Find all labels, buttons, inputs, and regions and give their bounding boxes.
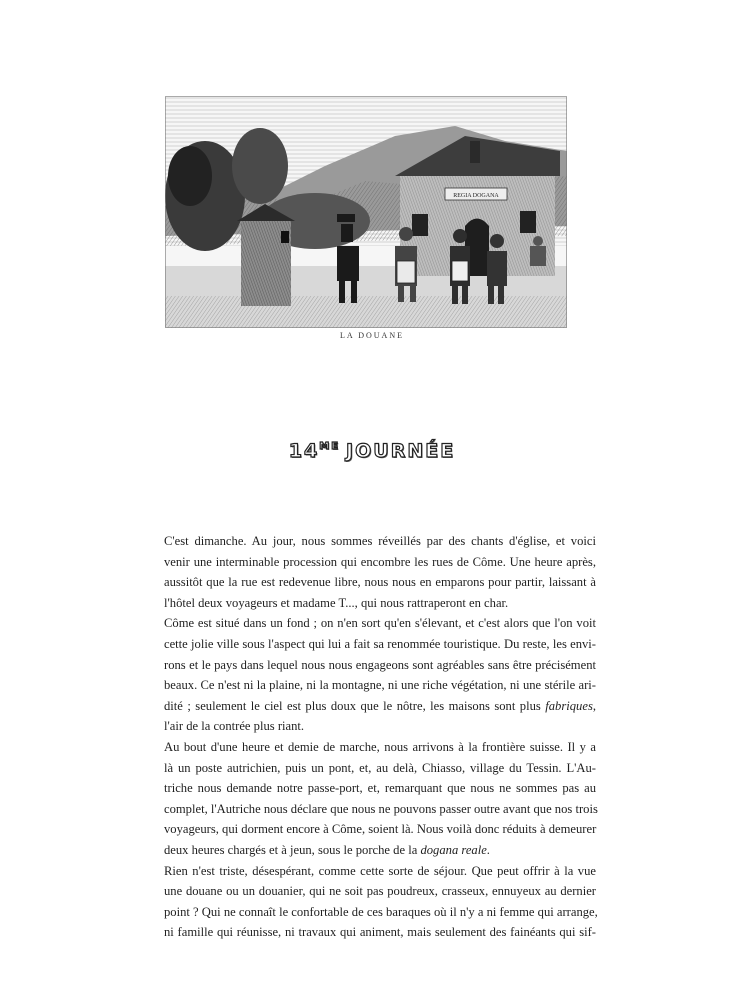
paragraph-1 <box>158 531 596 613</box>
text-line: point ? Qui ne connaît le confortable de ces baraques où il n'y a ni femme qui arrange, <box>164 904 598 919</box>
text-line: beaux. Ce n'est ni la plaine, ni la montagne, ni une riche végétation, ni une stérile ari- <box>164 678 596 693</box>
chapter-title <box>0 440 744 462</box>
text-line: l'hôtel deux voyageurs et madame T..., qui nous rattraperont en char. <box>164 595 509 610</box>
text-line: rons et le pays dans lequel nous nous engageons sont agréables sans être précisément <box>164 657 596 672</box>
italic-phrase: dogana reale <box>420 842 487 857</box>
body-text <box>158 531 596 943</box>
text-line: l'air de la contrée plus riant. <box>164 719 305 734</box>
text-line: triche nous demande notre passe-port, et, remarquant que nous ne sommes pas au <box>164 781 596 796</box>
punctuation: , <box>592 698 596 713</box>
chapter-title-word: JOURNÉE <box>346 440 456 462</box>
engraving-illustration <box>165 96 567 328</box>
text-line-start: deux heures chargés et à jeun, sous le porche de la <box>164 842 421 857</box>
paragraph-3 <box>158 737 596 861</box>
text-line: cette jolie ville sous l'aspect qui lui a fait sa renommée touristique. Du reste, les envi- <box>164 636 596 651</box>
paragraph-2 <box>158 613 596 737</box>
chapter-number-suffix: ME <box>319 441 341 452</box>
customs-house-engraving <box>165 96 567 328</box>
text-line <box>158 840 596 861</box>
text-line: Au bout d'une heure et demie de marche, nous arrivons à la frontière suisse. Il y a <box>164 739 596 754</box>
text-line: venir une interminable procession qui encombre les rues de Côme. Une heure après, <box>164 554 596 569</box>
text-line: là un poste autrichien, puis un pont, et, au delà, Chiasso, village du Tessin. L'Au- <box>164 760 596 775</box>
text-line-start: dité ; seulement le ciel est plus doux que le nôtre, les maisons sont plus <box>164 698 546 713</box>
text-line: Côme est situé dans un fond ; on n'en sort qu'en s'élevant, et c'est alors que l'on voit <box>164 616 596 631</box>
text-line: complet, l'Autriche nous déclare que nous ne pouvons passer outre avant que nos trois <box>164 801 598 816</box>
text-line: une douane ou un douanier, qui ne soit pas poudreux, crasseux, ennuyeux au dernier <box>164 884 596 899</box>
text-line: ni famille qui réunisse, ni travaux qui animent, mais seulement des fainéants qui sif- <box>164 925 596 940</box>
paragraph-4 <box>158 861 596 943</box>
text-line: Rien n'est triste, désespérant, comme cette sorte de séjour. Que peut offrir à la vue <box>164 863 596 878</box>
text-line: C'est dimanche. Au jour, nous sommes réveillés par des chants d'église, et voici <box>164 534 596 548</box>
italic-word: fabriques <box>545 698 593 713</box>
text-line: voyageurs, qui dorment encore à Côme, soient là. Nous voilà donc réduits à demeurer <box>164 822 597 837</box>
text-line: aussitôt que la rue est redevenue libre, nous nous en emparons pour partir, laissant à <box>164 575 596 590</box>
customs-sign: REGIA DOGANA <box>453 193 499 199</box>
chapter-number: 14 <box>288 440 320 462</box>
text-line <box>158 696 596 717</box>
punctuation: . <box>486 842 490 857</box>
illustration-caption: LA DOUANE <box>340 331 404 340</box>
